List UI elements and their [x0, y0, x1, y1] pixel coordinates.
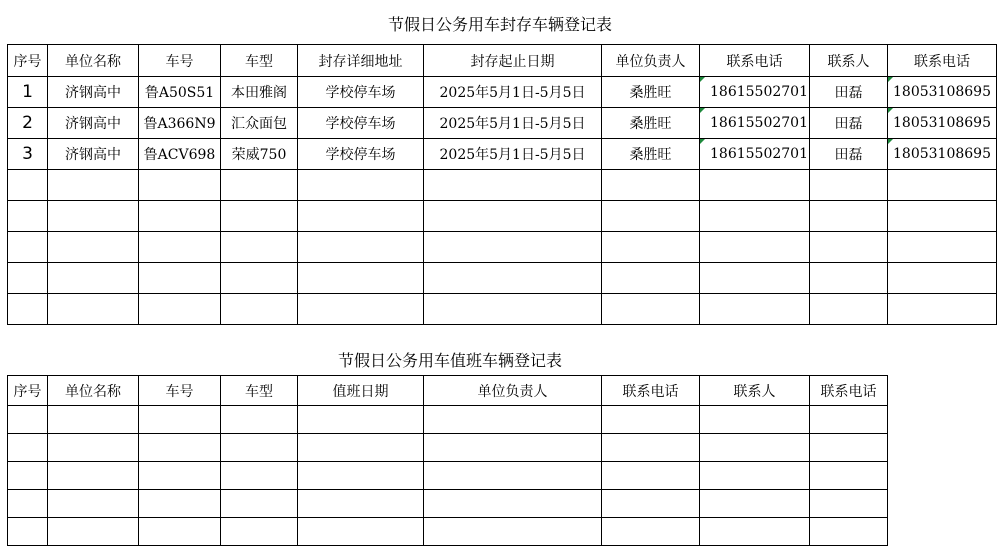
empty-cell[interactable]: [298, 490, 424, 518]
empty-cell[interactable]: [424, 294, 602, 325]
duty-table-title[interactable]: 节假日公务用车值班车辆登记表: [337, 351, 562, 370]
table-row: [8, 139, 997, 170]
table-cell[interactable]: 桑胜旺: [602, 108, 700, 139]
empty-cell[interactable]: [810, 462, 888, 490]
empty-cell[interactable]: [8, 406, 48, 434]
empty-cell[interactable]: [424, 462, 602, 490]
empty-cell[interactable]: [424, 201, 602, 232]
header-cell[interactable]: 车型: [221, 376, 298, 406]
header-row: [8, 376, 888, 406]
empty-cell[interactable]: [888, 232, 997, 263]
header-cell[interactable]: 单位名称: [48, 45, 139, 77]
table-cell[interactable]: 桑胜旺: [602, 139, 700, 170]
empty-cell[interactable]: [602, 170, 700, 201]
empty-cell[interactable]: [888, 201, 997, 232]
empty-cell[interactable]: [810, 232, 888, 263]
header-cell[interactable]: 联系人: [810, 45, 888, 77]
empty-cell[interactable]: [139, 434, 221, 462]
empty-cell[interactable]: [221, 434, 298, 462]
empty-cell[interactable]: [139, 490, 221, 518]
empty-cell[interactable]: [700, 518, 810, 546]
empty-cell[interactable]: [602, 232, 700, 263]
empty-cell[interactable]: [810, 263, 888, 294]
header-cell[interactable]: 车号: [139, 376, 221, 406]
empty-cell[interactable]: [298, 232, 424, 263]
table-cell[interactable]: 学校停车场: [298, 108, 424, 139]
empty-row: [8, 462, 888, 490]
table-row: [8, 77, 997, 108]
empty-cell[interactable]: [602, 518, 700, 546]
table-cell[interactable]: 2025年5月1日-5月5日: [424, 139, 602, 170]
empty-cell[interactable]: [298, 294, 424, 325]
empty-cell[interactable]: [48, 232, 139, 263]
empty-cell[interactable]: [810, 490, 888, 518]
table-row: [8, 108, 997, 139]
empty-row: [8, 263, 997, 294]
empty-row: [8, 232, 997, 263]
empty-cell[interactable]: [8, 518, 48, 546]
header-cell[interactable]: 单位负责人: [602, 45, 700, 77]
table-cell[interactable]: 18053108695: [888, 77, 997, 108]
storage-table-title[interactable]: 节假日公务用车封存车辆登记表: [387, 15, 612, 34]
empty-cell[interactable]: [424, 263, 602, 294]
empty-cell[interactable]: [700, 170, 810, 201]
empty-cell[interactable]: [48, 434, 139, 462]
empty-row: [8, 518, 888, 546]
table-cell[interactable]: 学校停车场: [298, 139, 424, 170]
empty-cell[interactable]: [298, 170, 424, 201]
empty-cell[interactable]: [700, 434, 810, 462]
empty-cell[interactable]: [221, 518, 298, 546]
table-cell[interactable]: 济钢高中: [48, 139, 139, 170]
empty-cell[interactable]: [139, 232, 221, 263]
empty-cell[interactable]: [424, 490, 602, 518]
empty-cell[interactable]: [48, 490, 139, 518]
empty-cell[interactable]: [700, 201, 810, 232]
table-cell[interactable]: 济钢高中: [48, 77, 139, 108]
empty-cell[interactable]: [602, 406, 700, 434]
empty-cell[interactable]: [810, 434, 888, 462]
empty-row: [8, 406, 888, 434]
empty-cell[interactable]: [810, 201, 888, 232]
table-cell[interactable]: 1: [8, 77, 48, 108]
empty-cell[interactable]: [424, 170, 602, 201]
empty-cell[interactable]: [700, 263, 810, 294]
empty-cell[interactable]: [139, 294, 221, 325]
empty-cell[interactable]: [48, 170, 139, 201]
empty-cell[interactable]: [602, 490, 700, 518]
header-cell[interactable]: 联系电话: [810, 376, 888, 406]
empty-cell[interactable]: [8, 462, 48, 490]
empty-cell[interactable]: [602, 201, 700, 232]
empty-cell[interactable]: [888, 294, 997, 325]
empty-cell[interactable]: [221, 232, 298, 263]
empty-row: [8, 294, 997, 325]
empty-cell[interactable]: [424, 434, 602, 462]
empty-cell[interactable]: [700, 406, 810, 434]
table-cell[interactable]: 田磊: [810, 77, 888, 108]
table-cell[interactable]: 2025年5月1日-5月5日: [424, 108, 602, 139]
header-cell[interactable]: 序号: [8, 376, 48, 406]
empty-cell[interactable]: [700, 232, 810, 263]
empty-row: [8, 170, 997, 201]
empty-cell[interactable]: [221, 490, 298, 518]
empty-row: [8, 434, 888, 462]
table-cell[interactable]: 济钢高中: [48, 108, 139, 139]
empty-cell[interactable]: [700, 490, 810, 518]
empty-cell[interactable]: [888, 263, 997, 294]
table-cell[interactable]: 汇众面包: [221, 108, 298, 139]
empty-cell[interactable]: [888, 170, 997, 201]
duty-vehicle-table: [7, 375, 888, 546]
table-cell[interactable]: 18053108695: [888, 108, 997, 139]
empty-cell[interactable]: [48, 518, 139, 546]
empty-cell[interactable]: [48, 294, 139, 325]
table-cell[interactable]: 3: [8, 139, 48, 170]
table-cell[interactable]: 本田雅阁: [221, 77, 298, 108]
empty-cell[interactable]: [602, 263, 700, 294]
table-cell[interactable]: 18053108695: [888, 139, 997, 170]
empty-row: [8, 490, 888, 518]
empty-cell[interactable]: [8, 201, 48, 232]
header-cell[interactable]: 车号: [139, 45, 221, 77]
table-cell[interactable]: 荣威750: [221, 139, 298, 170]
empty-cell[interactable]: [298, 406, 424, 434]
header-cell[interactable]: 封存详细地址: [298, 45, 424, 77]
table-cell[interactable]: 2025年5月1日-5月5日: [424, 77, 602, 108]
empty-cell[interactable]: [8, 434, 48, 462]
empty-cell[interactable]: [810, 294, 888, 325]
storage-vehicle-table: [7, 44, 997, 325]
empty-cell[interactable]: [221, 263, 298, 294]
empty-cell[interactable]: [221, 294, 298, 325]
empty-cell[interactable]: [298, 263, 424, 294]
empty-cell[interactable]: [221, 170, 298, 201]
empty-cell[interactable]: [48, 462, 139, 490]
empty-cell[interactable]: [48, 263, 139, 294]
empty-cell[interactable]: [298, 201, 424, 232]
empty-cell[interactable]: [602, 294, 700, 325]
header-cell[interactable]: 联系电话: [888, 45, 997, 77]
empty-cell[interactable]: [139, 462, 221, 490]
table-cell[interactable]: 2: [8, 108, 48, 139]
header-cell[interactable]: 联系人: [700, 376, 810, 406]
header-cell[interactable]: 车型: [221, 45, 298, 77]
empty-cell[interactable]: [8, 294, 48, 325]
empty-cell[interactable]: [221, 462, 298, 490]
empty-cell[interactable]: [139, 518, 221, 546]
table-cell[interactable]: 鲁ACV698: [139, 139, 221, 170]
table-cell[interactable]: 田磊: [810, 108, 888, 139]
empty-cell[interactable]: [48, 406, 139, 434]
empty-cell[interactable]: [298, 462, 424, 490]
empty-cell[interactable]: [298, 434, 424, 462]
table-cell[interactable]: 鲁A366N9: [139, 108, 221, 139]
table-cell[interactable]: 桑胜旺: [602, 77, 700, 108]
empty-cell[interactable]: [700, 462, 810, 490]
empty-cell[interactable]: [810, 518, 888, 546]
header-cell[interactable]: 联系电话: [700, 45, 810, 77]
empty-cell[interactable]: [8, 263, 48, 294]
header-cell[interactable]: 值班日期: [298, 376, 424, 406]
empty-cell[interactable]: [810, 406, 888, 434]
header-cell[interactable]: 联系电话: [602, 376, 700, 406]
table-cell[interactable]: 18615502701: [700, 77, 810, 108]
empty-cell[interactable]: [424, 232, 602, 263]
empty-cell[interactable]: [48, 201, 139, 232]
table-cell[interactable]: 学校停车场: [298, 77, 424, 108]
empty-cell[interactable]: [8, 170, 48, 201]
header-cell[interactable]: 单位负责人: [424, 376, 602, 406]
empty-cell[interactable]: [139, 263, 221, 294]
header-row: [8, 45, 997, 77]
empty-cell[interactable]: [700, 294, 810, 325]
header-cell[interactable]: 序号: [8, 45, 48, 77]
empty-cell[interactable]: [139, 406, 221, 434]
empty-cell[interactable]: [298, 518, 424, 546]
empty-cell[interactable]: [602, 462, 700, 490]
empty-cell[interactable]: [602, 434, 700, 462]
empty-cell[interactable]: [221, 406, 298, 434]
empty-row: [8, 201, 997, 232]
table-cell[interactable]: 鲁A50S51: [139, 77, 221, 108]
table-cell[interactable]: 18615502701: [700, 139, 810, 170]
header-cell[interactable]: 封存起止日期: [424, 45, 602, 77]
table-cell[interactable]: 田磊: [810, 139, 888, 170]
empty-cell[interactable]: [139, 201, 221, 232]
table-cell[interactable]: 18615502701: [700, 108, 810, 139]
empty-cell[interactable]: [810, 170, 888, 201]
empty-cell[interactable]: [8, 490, 48, 518]
header-cell[interactable]: 单位名称: [48, 376, 139, 406]
empty-cell[interactable]: [221, 201, 298, 232]
empty-cell[interactable]: [424, 406, 602, 434]
empty-cell[interactable]: [424, 518, 602, 546]
empty-cell[interactable]: [8, 232, 48, 263]
empty-cell[interactable]: [139, 170, 221, 201]
